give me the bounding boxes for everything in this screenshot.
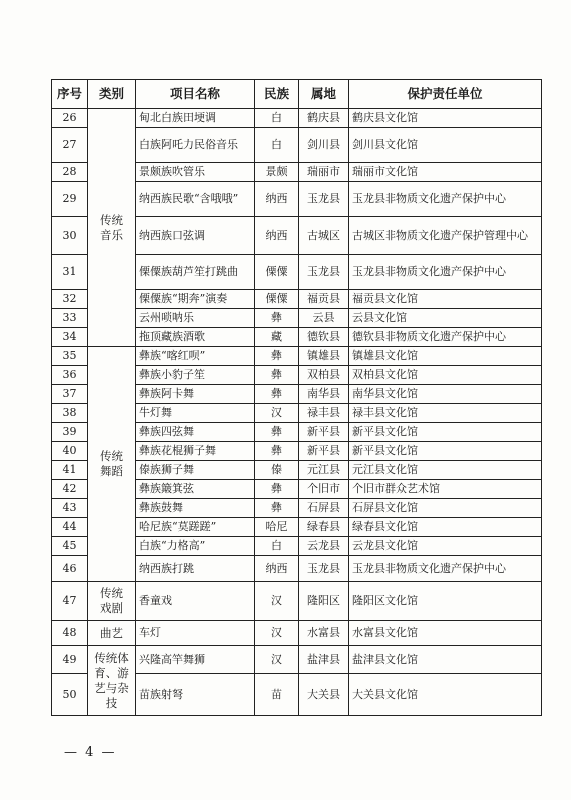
responsible-unit: 南华县文化馆 bbox=[349, 385, 542, 404]
table-row bbox=[52, 347, 542, 366]
locality: 水富县 bbox=[299, 621, 349, 646]
ethnicity: 彝 bbox=[255, 309, 299, 328]
row-number: 42 bbox=[52, 480, 88, 499]
table-header-row bbox=[52, 80, 542, 109]
ethnicity: 汉 bbox=[255, 404, 299, 423]
project-name: 纳西族民歌“含哦哦” bbox=[136, 182, 255, 217]
project-name: 苗族射弩 bbox=[136, 674, 255, 716]
ethnicity: 傈僳 bbox=[255, 255, 299, 290]
category-cell-sports: 传统体育、游艺与杂技 bbox=[88, 646, 136, 716]
project-name: 哈尼族“莫蹉蹉” bbox=[136, 518, 255, 537]
project-name: 傣族狮子舞 bbox=[136, 461, 255, 480]
ethnicity: 彝 bbox=[255, 442, 299, 461]
project-name: 香童戏 bbox=[136, 582, 255, 621]
row-number: 40 bbox=[52, 442, 88, 461]
responsible-unit: 禄丰县文化馆 bbox=[349, 404, 542, 423]
locality: 隆阳区 bbox=[299, 582, 349, 621]
responsible-unit: 水富县文化馆 bbox=[349, 621, 542, 646]
row-number: 35 bbox=[52, 347, 88, 366]
table-row bbox=[52, 109, 542, 128]
table-row bbox=[52, 621, 542, 646]
project-name: 牛灯舞 bbox=[136, 404, 255, 423]
project-name: 兴隆高竿舞狮 bbox=[136, 646, 255, 674]
responsible-unit: 新平县文化馆 bbox=[349, 423, 542, 442]
ethnicity: 白 bbox=[255, 537, 299, 556]
category-cell-dance: 传统舞蹈 bbox=[88, 347, 136, 582]
ethnicity: 纳西 bbox=[255, 182, 299, 217]
ethnicity: 彝 bbox=[255, 499, 299, 518]
header-category: 类别 bbox=[88, 80, 136, 109]
responsible-unit: 德钦县非物质文化遗产保护中心 bbox=[349, 328, 542, 347]
locality: 禄丰县 bbox=[299, 404, 349, 423]
locality: 元江县 bbox=[299, 461, 349, 480]
project-name: 彝族小豹子笙 bbox=[136, 366, 255, 385]
ethnicity: 纳西 bbox=[255, 217, 299, 255]
locality: 新平县 bbox=[299, 442, 349, 461]
responsible-unit: 玉龙县非物质文化遗产保护中心 bbox=[349, 255, 542, 290]
responsible-unit: 鹤庆县文化馆 bbox=[349, 109, 542, 128]
row-number: 34 bbox=[52, 328, 88, 347]
ethnicity: 苗 bbox=[255, 674, 299, 716]
ethnicity: 彝 bbox=[255, 423, 299, 442]
table-row bbox=[52, 646, 542, 674]
locality: 古城区 bbox=[299, 217, 349, 255]
responsible-unit: 镇雄县文化馆 bbox=[349, 347, 542, 366]
locality: 玉龙县 bbox=[299, 255, 349, 290]
ethnicity: 纳西 bbox=[255, 556, 299, 582]
ethnicity: 汉 bbox=[255, 646, 299, 674]
project-name: 车灯 bbox=[136, 621, 255, 646]
responsible-unit: 玉龙县非物质文化遗产保护中心 bbox=[349, 556, 542, 582]
row-number: 31 bbox=[52, 255, 88, 290]
row-number: 33 bbox=[52, 309, 88, 328]
responsible-unit: 玉龙县非物质文化遗产保护中心 bbox=[349, 182, 542, 217]
locality: 玉龙县 bbox=[299, 182, 349, 217]
ethnicity: 景颇 bbox=[255, 163, 299, 182]
ethnicity: 傣 bbox=[255, 461, 299, 480]
category-cell-quyi: 曲艺 bbox=[88, 621, 136, 646]
row-number: 41 bbox=[52, 461, 88, 480]
ethnicity: 彝 bbox=[255, 366, 299, 385]
locality: 个旧市 bbox=[299, 480, 349, 499]
project-name: 白族阿吒力民俗音乐 bbox=[136, 128, 255, 163]
locality: 盐津县 bbox=[299, 646, 349, 674]
locality: 云龙县 bbox=[299, 537, 349, 556]
responsible-unit: 福贡县文化馆 bbox=[349, 290, 542, 309]
row-number: 47 bbox=[52, 582, 88, 621]
project-name: 景颇族吹管乐 bbox=[136, 163, 255, 182]
table-row bbox=[52, 582, 542, 621]
row-number: 46 bbox=[52, 556, 88, 582]
header-locality: 属地 bbox=[299, 80, 349, 109]
ethnicity: 哈尼 bbox=[255, 518, 299, 537]
responsible-unit: 元江县文化馆 bbox=[349, 461, 542, 480]
project-name: 彝族花棍狮子舞 bbox=[136, 442, 255, 461]
locality: 瑞丽市 bbox=[299, 163, 349, 182]
header-project-name: 项目名称 bbox=[136, 80, 255, 109]
ethnicity: 藏 bbox=[255, 328, 299, 347]
responsible-unit: 绿春县文化馆 bbox=[349, 518, 542, 537]
responsible-unit: 剑川县文化馆 bbox=[349, 128, 542, 163]
project-name: 彝族鼓舞 bbox=[136, 499, 255, 518]
responsible-unit: 大关县文化馆 bbox=[349, 674, 542, 716]
project-name: 彝族簸箕弦 bbox=[136, 480, 255, 499]
ethnicity: 彝 bbox=[255, 480, 299, 499]
responsible-unit: 新平县文化馆 bbox=[349, 442, 542, 461]
ethnicity: 汉 bbox=[255, 582, 299, 621]
row-number: 37 bbox=[52, 385, 88, 404]
row-number: 43 bbox=[52, 499, 88, 518]
responsible-unit: 云县文化馆 bbox=[349, 309, 542, 328]
row-number: 39 bbox=[52, 423, 88, 442]
header-number: 序号 bbox=[52, 80, 88, 109]
ethnicity: 汉 bbox=[255, 621, 299, 646]
locality: 福贡县 bbox=[299, 290, 349, 309]
row-number: 26 bbox=[52, 109, 88, 128]
ethnicity: 傈僳 bbox=[255, 290, 299, 309]
row-number: 50 bbox=[52, 674, 88, 716]
project-name: 彝族四弦舞 bbox=[136, 423, 255, 442]
responsible-unit: 双柏县文化馆 bbox=[349, 366, 542, 385]
responsible-unit: 古城区非物质文化遗产保护管理中心 bbox=[349, 217, 542, 255]
page-number: — 4 — bbox=[64, 745, 117, 760]
locality: 石屏县 bbox=[299, 499, 349, 518]
locality: 云县 bbox=[299, 309, 349, 328]
row-number: 27 bbox=[52, 128, 88, 163]
locality: 鹤庆县 bbox=[299, 109, 349, 128]
project-name: 纳西族口弦调 bbox=[136, 217, 255, 255]
row-number: 28 bbox=[52, 163, 88, 182]
category-cell-drama: 传统戏剧 bbox=[88, 582, 136, 621]
project-name: 彝族阿卡舞 bbox=[136, 385, 255, 404]
locality: 镇雄县 bbox=[299, 347, 349, 366]
ethnicity: 白 bbox=[255, 109, 299, 128]
category-cell-music: 传统音乐 bbox=[88, 109, 136, 347]
locality: 德钦县 bbox=[299, 328, 349, 347]
responsible-unit: 瑞丽市文化馆 bbox=[349, 163, 542, 182]
locality: 大关县 bbox=[299, 674, 349, 716]
project-name: 彝族“喀红呗” bbox=[136, 347, 255, 366]
responsible-unit: 石屏县文化馆 bbox=[349, 499, 542, 518]
locality: 南华县 bbox=[299, 385, 349, 404]
row-number: 29 bbox=[52, 182, 88, 217]
project-name: 白族“力格高” bbox=[136, 537, 255, 556]
row-number: 48 bbox=[52, 621, 88, 646]
row-number: 45 bbox=[52, 537, 88, 556]
responsible-unit: 盐津县文化馆 bbox=[349, 646, 542, 674]
row-number: 36 bbox=[52, 366, 88, 385]
locality: 剑川县 bbox=[299, 128, 349, 163]
ethnicity: 彝 bbox=[255, 347, 299, 366]
header-responsible-unit: 保护责任单位 bbox=[349, 80, 542, 109]
locality: 新平县 bbox=[299, 423, 349, 442]
row-number: 38 bbox=[52, 404, 88, 423]
row-number: 32 bbox=[52, 290, 88, 309]
project-name: 纳西族打跳 bbox=[136, 556, 255, 582]
project-name: 拖顶藏族酒歌 bbox=[136, 328, 255, 347]
locality: 双柏县 bbox=[299, 366, 349, 385]
responsible-unit: 个旧市群众艺术馆 bbox=[349, 480, 542, 499]
project-table bbox=[51, 79, 542, 716]
locality: 绿春县 bbox=[299, 518, 349, 537]
project-name: 傈僳族葫芦笙打跳曲 bbox=[136, 255, 255, 290]
row-number: 44 bbox=[52, 518, 88, 537]
header-ethnicity: 民族 bbox=[255, 80, 299, 109]
ethnicity: 彝 bbox=[255, 385, 299, 404]
ethnicity: 白 bbox=[255, 128, 299, 163]
row-number: 30 bbox=[52, 217, 88, 255]
project-table-container bbox=[51, 79, 542, 716]
responsible-unit: 云龙县文化馆 bbox=[349, 537, 542, 556]
row-number: 49 bbox=[52, 646, 88, 674]
project-name: 甸北白族田埂调 bbox=[136, 109, 255, 128]
project-name: 傈僳族“期奔”演奏 bbox=[136, 290, 255, 309]
responsible-unit: 隆阳区文化馆 bbox=[349, 582, 542, 621]
project-name: 云州唢呐乐 bbox=[136, 309, 255, 328]
locality: 玉龙县 bbox=[299, 556, 349, 582]
